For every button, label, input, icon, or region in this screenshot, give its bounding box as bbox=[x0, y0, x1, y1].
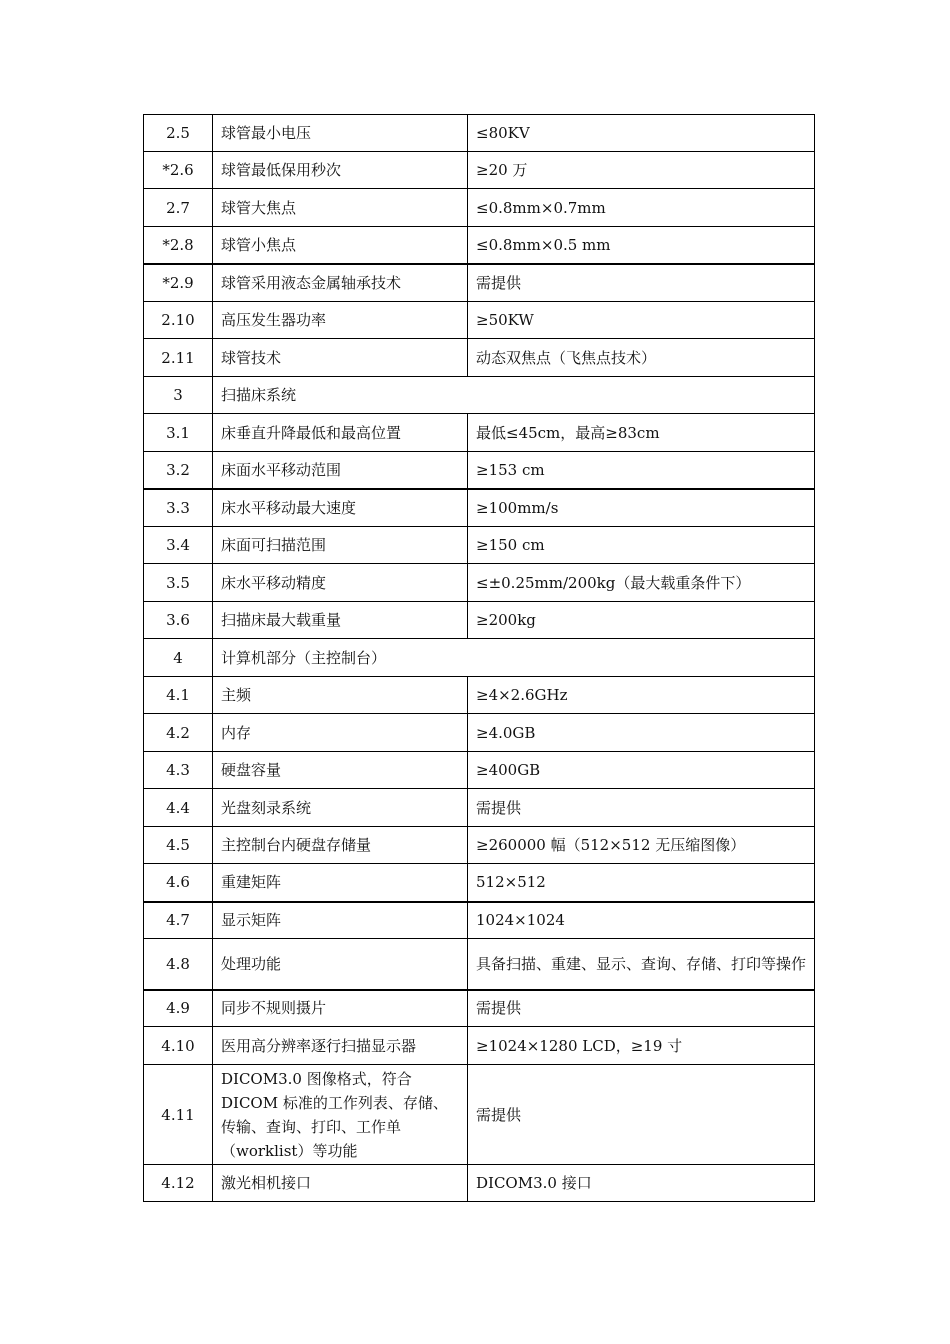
table-row bbox=[144, 902, 815, 939]
row-item: 医用高分辨率逐行扫描显示器 bbox=[213, 1027, 468, 1065]
section-title: 计算机部分（主控制台） bbox=[213, 639, 815, 677]
spec-table bbox=[143, 114, 815, 1202]
row-requirement: ≥200kg bbox=[468, 602, 815, 639]
table-row bbox=[144, 564, 815, 602]
table-row bbox=[144, 827, 815, 864]
row-requirement: ≥400GB bbox=[468, 752, 815, 789]
table-row bbox=[144, 714, 815, 752]
table-row bbox=[144, 527, 815, 564]
row-requirement: ≤80KV bbox=[468, 115, 815, 152]
row-requirement: 最低≤45cm，最高≥83cm bbox=[468, 414, 815, 452]
row-item: 床水平移动最大速度 bbox=[213, 489, 468, 527]
row-number: 2.5 bbox=[144, 115, 213, 152]
row-requirement: ≥50KW bbox=[468, 302, 815, 339]
row-requirement: 需提供 bbox=[468, 789, 815, 827]
row-item: 床面水平移动范围 bbox=[213, 452, 468, 489]
section-number: 4 bbox=[144, 639, 213, 677]
row-item: 高压发生器功率 bbox=[213, 302, 468, 339]
table-row bbox=[144, 452, 815, 489]
table-row bbox=[144, 602, 815, 639]
table-row bbox=[144, 752, 815, 789]
row-requirement: ≥4.0GB bbox=[468, 714, 815, 752]
row-number: 3.6 bbox=[144, 602, 213, 639]
row-requirement: 需提供 bbox=[468, 264, 815, 302]
row-item: 主控制台内硬盘存储量 bbox=[213, 827, 468, 864]
row-number: 2.10 bbox=[144, 302, 213, 339]
table-row bbox=[144, 864, 815, 902]
row-item: 球管小焦点 bbox=[213, 227, 468, 264]
row-item: 内存 bbox=[213, 714, 468, 752]
row-number: *2.9 bbox=[144, 264, 213, 302]
row-number: *2.8 bbox=[144, 227, 213, 264]
row-item: 激光相机接口 bbox=[213, 1165, 468, 1202]
row-item: 主频 bbox=[213, 677, 468, 714]
row-item: 球管最低保用秒次 bbox=[213, 152, 468, 189]
row-requirement: ≥100mm/s bbox=[468, 489, 815, 527]
row-number: 4.1 bbox=[144, 677, 213, 714]
table-row bbox=[144, 1065, 815, 1165]
row-item: 处理功能 bbox=[213, 939, 468, 990]
row-item: 球管采用液态金属轴承技术 bbox=[213, 264, 468, 302]
row-number: 4.9 bbox=[144, 990, 213, 1027]
table-row bbox=[144, 489, 815, 527]
row-requirement: 512×512 bbox=[468, 864, 815, 902]
row-item: 重建矩阵 bbox=[213, 864, 468, 902]
row-item: 同步不规则摄片 bbox=[213, 990, 468, 1027]
row-number: *2.6 bbox=[144, 152, 213, 189]
row-number: 4.2 bbox=[144, 714, 213, 752]
row-number: 4.11 bbox=[144, 1065, 213, 1165]
row-item: 光盘刻录系统 bbox=[213, 789, 468, 827]
section-title: 扫描床系统 bbox=[213, 377, 815, 414]
row-number: 4.6 bbox=[144, 864, 213, 902]
row-requirement: ≥153 cm bbox=[468, 452, 815, 489]
table-row bbox=[144, 152, 815, 189]
row-number: 4.10 bbox=[144, 1027, 213, 1065]
row-item: 床面可扫描范围 bbox=[213, 527, 468, 564]
row-requirement: 需提供 bbox=[468, 990, 815, 1027]
table-row bbox=[144, 115, 815, 152]
row-number: 3.1 bbox=[144, 414, 213, 452]
row-number: 4.12 bbox=[144, 1165, 213, 1202]
table-row bbox=[144, 302, 815, 339]
row-number: 4.8 bbox=[144, 939, 213, 990]
row-requirement: ≤0.8mm×0.5 mm bbox=[468, 227, 815, 264]
table-row bbox=[144, 414, 815, 452]
table-row bbox=[144, 990, 815, 1027]
table-row bbox=[144, 1165, 815, 1202]
row-requirement: ≥4×2.6GHz bbox=[468, 677, 815, 714]
row-number: 3.5 bbox=[144, 564, 213, 602]
table-row bbox=[144, 264, 815, 302]
table-row bbox=[144, 677, 815, 714]
row-item: 球管大焦点 bbox=[213, 189, 468, 227]
row-item: 显示矩阵 bbox=[213, 902, 468, 939]
row-requirement: ≥1024×1280 LCD，≥19 寸 bbox=[468, 1027, 815, 1065]
row-item: 床垂直升降最低和最高位置 bbox=[213, 414, 468, 452]
row-requirement: ≤±0.25mm/200kg（最大载重条件下） bbox=[468, 564, 815, 602]
table-row bbox=[144, 1027, 815, 1065]
row-requirement: ≥260000 幅（512×512 无压缩图像） bbox=[468, 827, 815, 864]
table-row bbox=[144, 227, 815, 264]
row-number: 3.3 bbox=[144, 489, 213, 527]
row-requirement: ≥20 万 bbox=[468, 152, 815, 189]
table-row bbox=[144, 339, 815, 377]
section-number: 3 bbox=[144, 377, 213, 414]
row-number: 4.5 bbox=[144, 827, 213, 864]
row-number: 2.7 bbox=[144, 189, 213, 227]
table-row bbox=[144, 189, 815, 227]
row-item: 床水平移动精度 bbox=[213, 564, 468, 602]
row-number: 4.7 bbox=[144, 902, 213, 939]
table-row bbox=[144, 789, 815, 827]
spec-table-body bbox=[144, 115, 815, 1202]
row-number: 4.4 bbox=[144, 789, 213, 827]
table-section-row bbox=[144, 377, 815, 414]
row-requirement: 1024×1024 bbox=[468, 902, 815, 939]
row-item: 硬盘容量 bbox=[213, 752, 468, 789]
row-number: 3.2 bbox=[144, 452, 213, 489]
row-item: 扫描床最大载重量 bbox=[213, 602, 468, 639]
table-row bbox=[144, 939, 815, 990]
row-number: 2.11 bbox=[144, 339, 213, 377]
row-requirement: ≥150 cm bbox=[468, 527, 815, 564]
table-section-row bbox=[144, 639, 815, 677]
row-number: 3.4 bbox=[144, 527, 213, 564]
row-item: 球管技术 bbox=[213, 339, 468, 377]
row-requirement: 需提供 bbox=[468, 1065, 815, 1165]
row-item: 球管最小电压 bbox=[213, 115, 468, 152]
row-number: 4.3 bbox=[144, 752, 213, 789]
row-requirement: DICOM3.0 接口 bbox=[468, 1165, 815, 1202]
row-requirement: ≤0.8mm×0.7mm bbox=[468, 189, 815, 227]
row-requirement: 具备扫描、重建、显示、查询、存储、打印等操作 bbox=[468, 939, 815, 990]
row-item: DICOM3.0 图像格式，符合 DICOM 标准的工作列表、存储、传输、查询、打印、工作单（worklist）等功能 bbox=[213, 1065, 468, 1165]
row-requirement: 动态双焦点（飞焦点技术） bbox=[468, 339, 815, 377]
